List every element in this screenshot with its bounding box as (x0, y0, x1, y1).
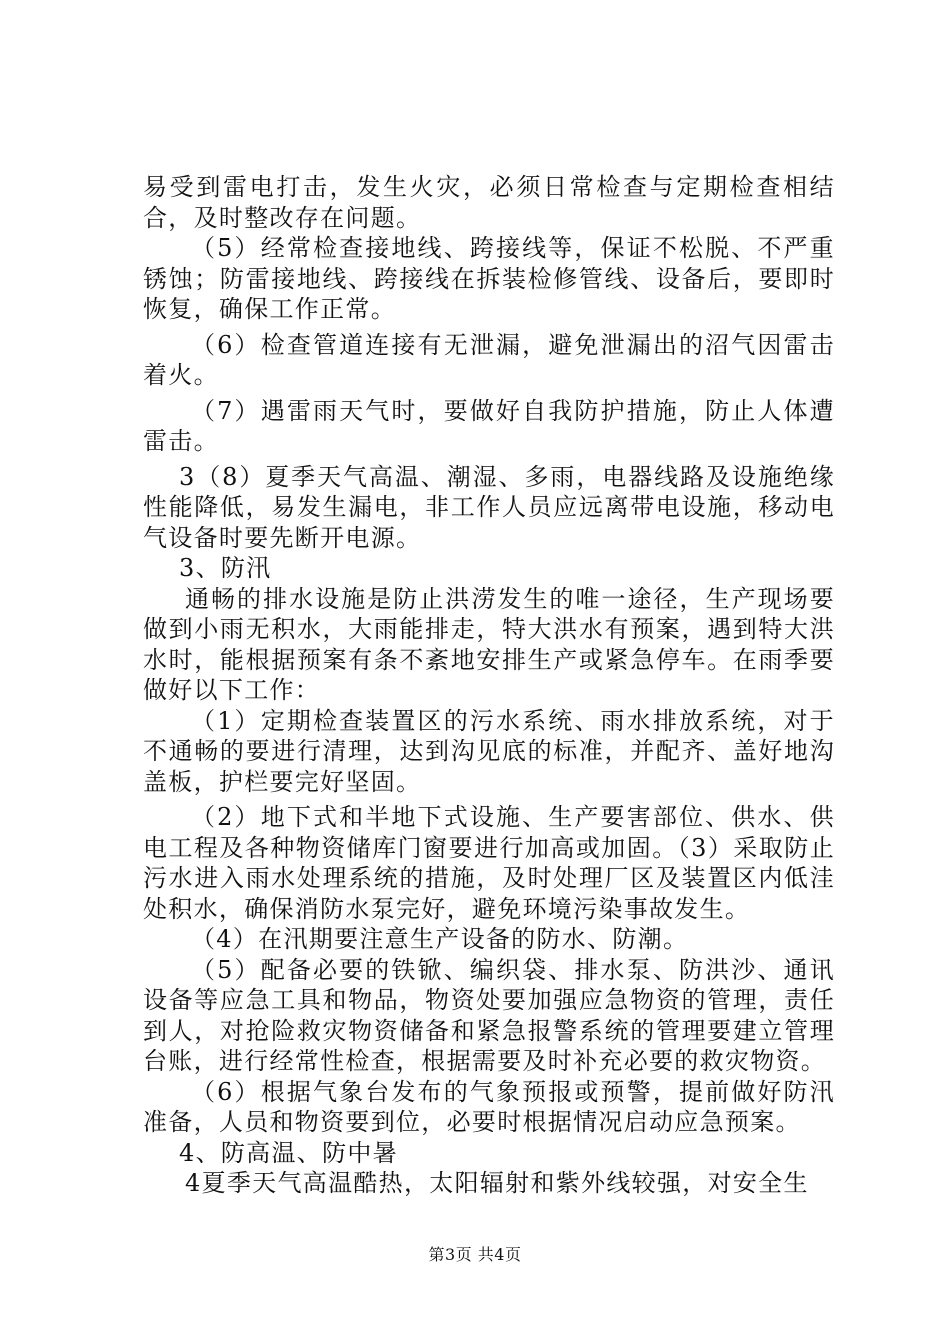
paragraph-flood-item-1: （1）定期检查装置区的污水系统、雨水排放系统，对于不通畅的要进行清理，达到沟见底的标准，并配齐、盖好地沟盖板，护栏要完好坚固。 (143, 706, 835, 796)
section-heading-flood: 3、防汛 (179, 554, 272, 582)
document-body (143, 172, 835, 1199)
paragraph-flood-item-4: （4）在汛期要注意生产设备的防水、防潮。 (191, 925, 689, 953)
section-heading-heat: 4、防高温、防中暑 (179, 1138, 398, 1167)
paragraph-item-7-protection: （7）遇雷雨天气时，要做好自我防护措施，防止人体遭雷击。 (143, 396, 835, 455)
paragraph-flood-item-2-3: （2）地下式和半地下式设施、生产要害部位、供水、供电工程及各种物资储库门窗要进行加高或加固。（3）采取防止污水进入雨水处理系统的措施，及时处理厂区及装置区内低洼处积水，确保消防水泵完好，避免环境污染事故发生。 (143, 803, 835, 923)
paragraph-lightning-intro: 易受到雷电打击，发生火灾，必须日常检查与定期检查相结合，及时整改存在问题。 (143, 173, 835, 232)
paragraph-drainage: 通畅的排水设施是防止洪涝发生的唯一途径，生产现场要做到小雨无积水，大雨能排走，特大洪水有预案，遇到特大洪水时，能根据预案有条不紊地安排生产或紧急停车。在雨季要做好以下工作： (143, 584, 835, 704)
paragraph-flood-item-6: （6）根据气象台发布的气象预报或预警，提前做好防汛准备，人员和物资要到位，必要时根据情况启动应急预案。 (143, 1077, 835, 1136)
page-number-footer: 第3页 共4页 (428, 1245, 522, 1264)
paragraph-item-6-pipeline: （6）检查管道连接有无泄漏，避免泄漏出的沼气因雷击着火。 (143, 330, 835, 389)
paragraph-item-8-electrical: 3（8）夏季天气高温、潮湿、多雨，电器线路及设施绝缘性能降低，易发生漏电，非工作人员应远离带电设施，移动电气设备时要先断开电源。 (143, 462, 835, 552)
paragraph-heat-intro: 4夏季天气高温酷热，太阳辐射和紫外线较强，对安全生 (185, 1169, 809, 1197)
paragraph-flood-item-5: （5）配备必要的铁锨、编织袋、排水泵、防洪沙、通讯设备等应急工具和物品，物资处要加强应急物资的管理，责任到人，对抢险救灾物资储备和紧急报警系统的管理要建立管理台账，进行经常性检查，根据需要及时补充必要的救灾物资。 (143, 955, 835, 1075)
paragraph-item-5-grounding: （5）经常检查接地线、跨接线等，保证不松脱、不严重锈蚀；防雷接地线、跨接线在拆装检修管线、设备后，要即时恢复，确保工作正常。 (143, 234, 835, 323)
